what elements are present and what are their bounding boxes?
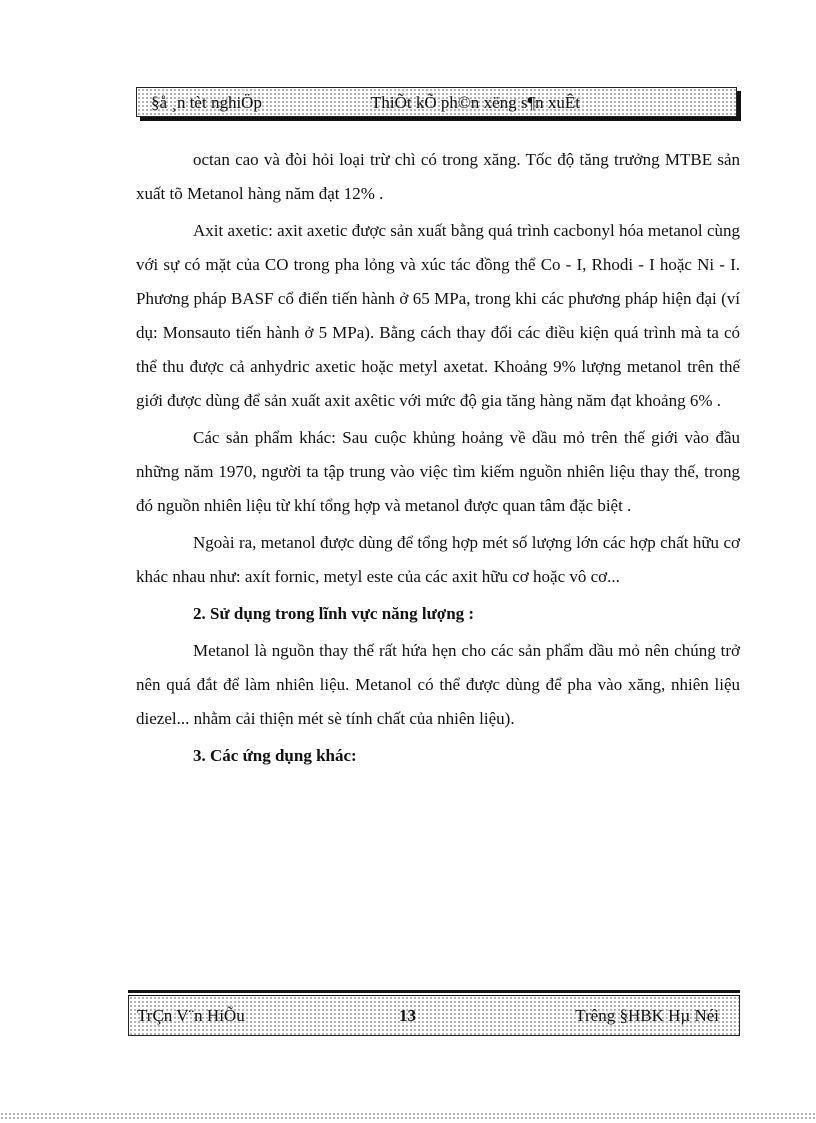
paragraph: octan cao và đòi hỏi loại trừ chì có trong xăng. Tốc độ tăng trưởng MTBE sản xuất tõ Metanol hàng năm đạt 12% . bbox=[136, 150, 740, 203]
paragraph: Axit axetic: axit axetic được sản xuất bằng quá trình cacbonyl hóa metanol cùng với sự có mặt của CO trong pha lỏng và xúc tác đồng thể Co - I, Rhodi - I hoặc Ni - I. Phương pháp BASF cổ điển tiến hành ở 65 MPa, trong khi các phương pháp hiện đại (ví dụ: Monsauto tiến hành ở 5 MPa). Bằng cách thay đổi các điều kiện quá trình mà ta có thể thu được cả anhydric axetic hoặc metyl axetat. Khoảng 9% lượng metanol trên thế giới được dùng để sản xuất axit axêtic với mức độ gia tăng hàng năm đạt khoảng 6% . bbox=[136, 221, 740, 410]
header-shadow bbox=[737, 91, 741, 121]
page-footer bbox=[128, 990, 740, 1036]
paragraph: Ngoài ra, metanol được dùng để tổng hợp mét số lượng lớn các hợp chất hữu cơ khác nhau như: axít fornic, metyl este của các axit hữu cơ hoặc vô cơ... bbox=[136, 533, 740, 586]
page-edge-pattern bbox=[0, 1112, 816, 1120]
page-header bbox=[136, 87, 739, 121]
page-number: 13 bbox=[399, 1006, 416, 1025]
footer-rule bbox=[128, 990, 740, 993]
footer-author: TrÇn V¨n HiÕu bbox=[137, 1006, 245, 1025]
section-heading: 2. Sử dụng trong lĩnh vực năng lượng : bbox=[193, 604, 475, 623]
document-body bbox=[136, 143, 740, 773]
footer-box bbox=[128, 996, 740, 1036]
paragraph: Các sản phẩm khác: Sau cuộc khủng hoảng về dầu mỏ trên thế giới vào đầu những năm 1970, người ta tập trung vào việc tìm kiếm nguồn nhiên liệu thay thế, trong đó nguồn nhiên liệu từ khí tổng hợp và metanol được quan tâm đặc biệt . bbox=[136, 428, 740, 515]
header-title-right: ThiÕt kÕ ph©n xëng s¶n xuÊt bbox=[371, 93, 581, 112]
header-title-left: §å ¸n tèt nghiÖp bbox=[151, 93, 262, 112]
header-box bbox=[136, 87, 737, 117]
header-shadow bbox=[140, 117, 741, 121]
paragraph: Metanol là nguồn thay thế rất hứa hẹn cho các sản phẩm dầu mỏ nên chúng trở nên quá đắt để làm nhiên liệu. Metanol có thể được dùng để pha vào xăng, nhiên liệu diezel... nhằm cải thiện mét sè tính chất của nhiên liệu). bbox=[136, 641, 740, 728]
section-heading: 3. Các ứng dụng khác: bbox=[193, 746, 357, 765]
footer-school: Trêng §HBK Hµ Néi bbox=[575, 1006, 719, 1025]
